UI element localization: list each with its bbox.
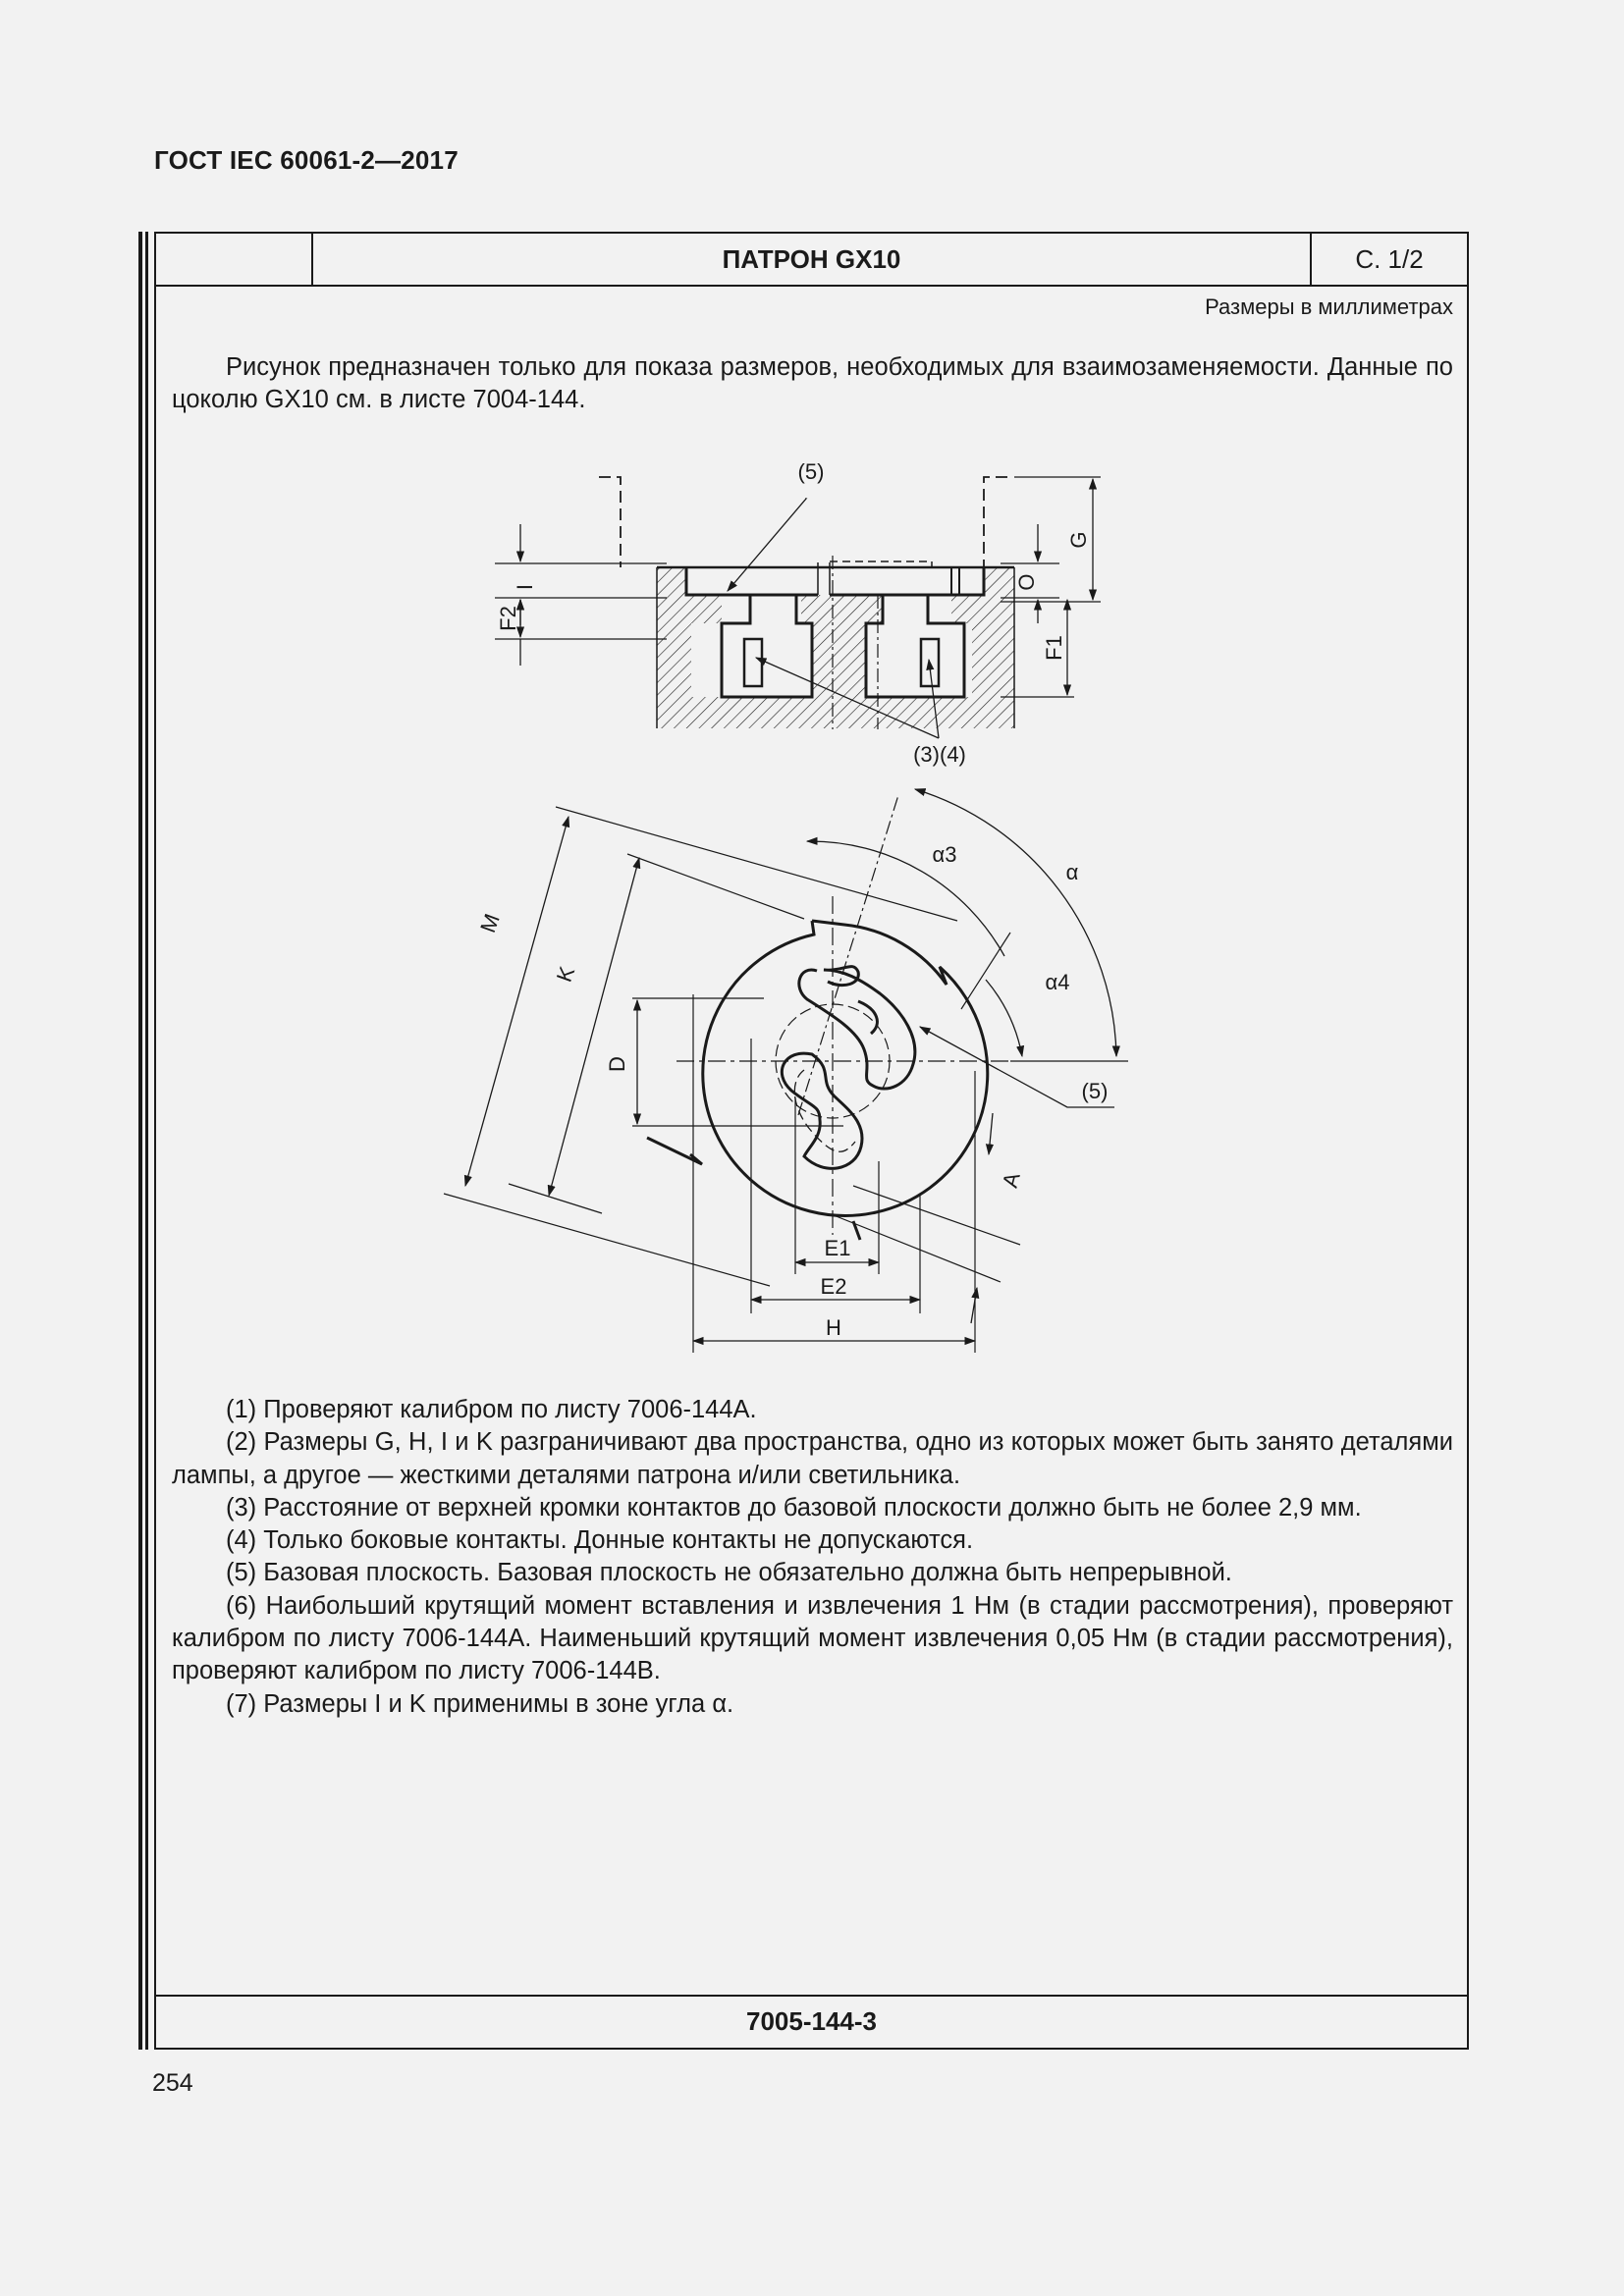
angle-alpha-label: α	[1065, 860, 1079, 884]
note-2: (2) Размеры G, H, I и K разграничивают два пространства, одно из которых может быть занято деталями лампы, а другое — жесткими деталями патрона и/или светильника.	[172, 1428, 1453, 1489]
dim-D-label: D	[605, 1056, 629, 1072]
dim-E1-label: E1	[824, 1236, 851, 1260]
binding-rule	[145, 232, 148, 2050]
note-7: (7) Размеры I и K применимы в зоне угла α.	[226, 1689, 734, 1718]
lampholder-drawing	[156, 234, 1471, 1392]
dim-H-label: H	[826, 1315, 841, 1340]
note-5: (5) Базовая плоскость. Базовая плоскость не обязательно должна быть непрерывной.	[226, 1559, 1232, 1587]
top-callout-5: (5)	[1081, 1079, 1109, 1103]
sheet-page: С. 1/2	[1310, 234, 1467, 285]
intro-paragraph: Рисунок предназначен только для показа размеров, необходимых для взаимозаменяемости. Данные по цоколю GX10 см. в листе 7004-144.	[172, 353, 1453, 413]
angle-alpha3-label: α3	[932, 842, 957, 867]
top-view	[444, 789, 1128, 1353]
dim-F1-label: F1	[1042, 635, 1066, 661]
document-standard: ГОСТ IEC 60061-2—2017	[154, 145, 459, 175]
side-callout-3-4: (3)(4)	[913, 742, 966, 767]
dim-A-label: A	[997, 1169, 1025, 1191]
notes-list	[172, 1394, 1453, 1721]
page-number: 254	[152, 2069, 193, 2097]
dim-I-label: I	[513, 583, 537, 591]
side-callout-5: (5)	[797, 459, 825, 484]
dim-E2-label: E2	[820, 1274, 847, 1299]
units-note: Размеры в миллиметрах	[1205, 294, 1453, 319]
sheet-title: ПАТРОН GX10	[722, 244, 901, 274]
note-4: (4) Только боковые контакты. Донные контакты не допускаются.	[226, 1526, 974, 1555]
dim-K-label: K	[551, 963, 580, 986]
standard-sheet	[154, 232, 1469, 2050]
dim-F2-label: F2	[496, 606, 520, 631]
binding-rule	[138, 232, 142, 2050]
note-6: (6) Наибольший крутящий момент вставления и извлечения 1 Нм (в стадии рассмотрения), проверяют калибром по листу 7006-144А. Наименьший крутящий момент извлечения 0,05 Нм (в стадии рассмотрения), проверяют калибром по листу 7006-144В.	[172, 1591, 1453, 1685]
sheet-number: 7005-144-3	[156, 1995, 1467, 2048]
side-view	[495, 477, 1101, 738]
dim-G-label: G	[1066, 531, 1091, 549]
dim-O-label: O	[1014, 573, 1039, 591]
note-3: (3) Расстояние от верхней кромки контактов до базовой плоскости должно быть не более 2,9 мм.	[226, 1493, 1362, 1522]
dim-M-label: M	[475, 910, 505, 936]
note-1: (1) Проверяют калибром по листу 7006-144А.	[226, 1396, 757, 1423]
angle-alpha4-label: α4	[1045, 970, 1070, 994]
